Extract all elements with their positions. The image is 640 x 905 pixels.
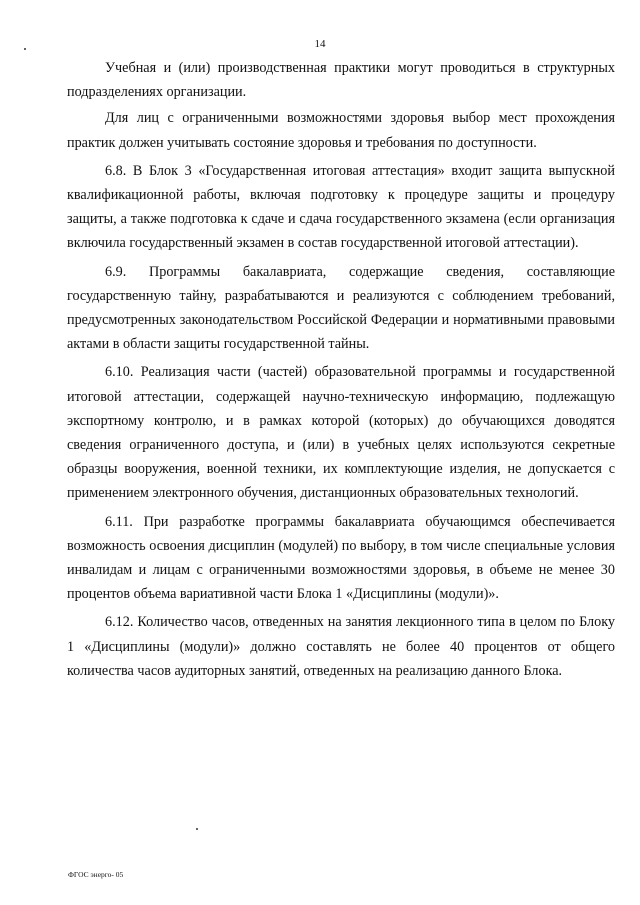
- paragraph-disabled-practice: Для лиц с ограниченными возможностями здоровья выбор мест прохождения практик должен учитывать состояние здоровья и требования по доступности.: [67, 110, 615, 151]
- scan-speck: [24, 48, 26, 50]
- paragraph-6-12: 6.12. Количество часов, отведенных на занятия лекционного типа в целом по Блоку 1 «Дисциплины (модули)» должно составлять не более 40 процентов от общего количества часов аудиторных занятий, отведенных на реализацию данного Блока.: [67, 614, 615, 679]
- paragraph-practice-location: Учебная и (или) производственная практики могут проводиться в структурных подразделениях организации.: [67, 60, 615, 101]
- paragraph-6-8: 6.8. В Блок 3 «Государственная итоговая аттестация» входит защита выпускной квалификационной работы, включая подготовку к процедуре защиты и процедуру защиты, а также подготовка к сдаче и сдача государственного экзамена (если организация включила государственный экзамен в состав государственной итоговой аттестации).: [67, 162, 615, 252]
- footer-label: ФГОС энерго- 05: [68, 870, 124, 879]
- paragraph-6-10: 6.10. Реализация части (частей) образовательной программы и государственной итоговой аттестации, содержащей научно-техническую информацию, подлежащую экспортному контролю, и в рамках которой (которых) до обучающихся доводятся сведения ограниченного доступа, и (или) в учебных целях используются секретные образцы вооружения, военной техники, их комплектующие изделия, не допускается с применением электронного обучения, дистанционных образовательных технологий.: [67, 364, 615, 502]
- page-number: 14: [314, 38, 326, 50]
- paragraph-6-11: 6.11. При разработке программы бакалавриата обучающимся обеспечивается возможность освоения дисциплин (модулей) по выбору, в том числе специальные условия инвалидам и лицам с ограниченными возможностями здоровья, в объеме не менее 30 процентов объема вариативной части Блока 1 «Дисциплины (модули)».: [67, 513, 615, 603]
- paragraph-6-9: 6.9. Программы бакалавриата, содержащие сведения, составляющие государственную тайну, разрабатываются и реализуются с соблюдением требований, предусмотренных законодательством Российской Федерации и нормативными правовыми актами в области защиты государственной тайны.: [67, 263, 615, 353]
- scan-speck: [196, 828, 198, 830]
- document-body: [67, 56, 615, 685]
